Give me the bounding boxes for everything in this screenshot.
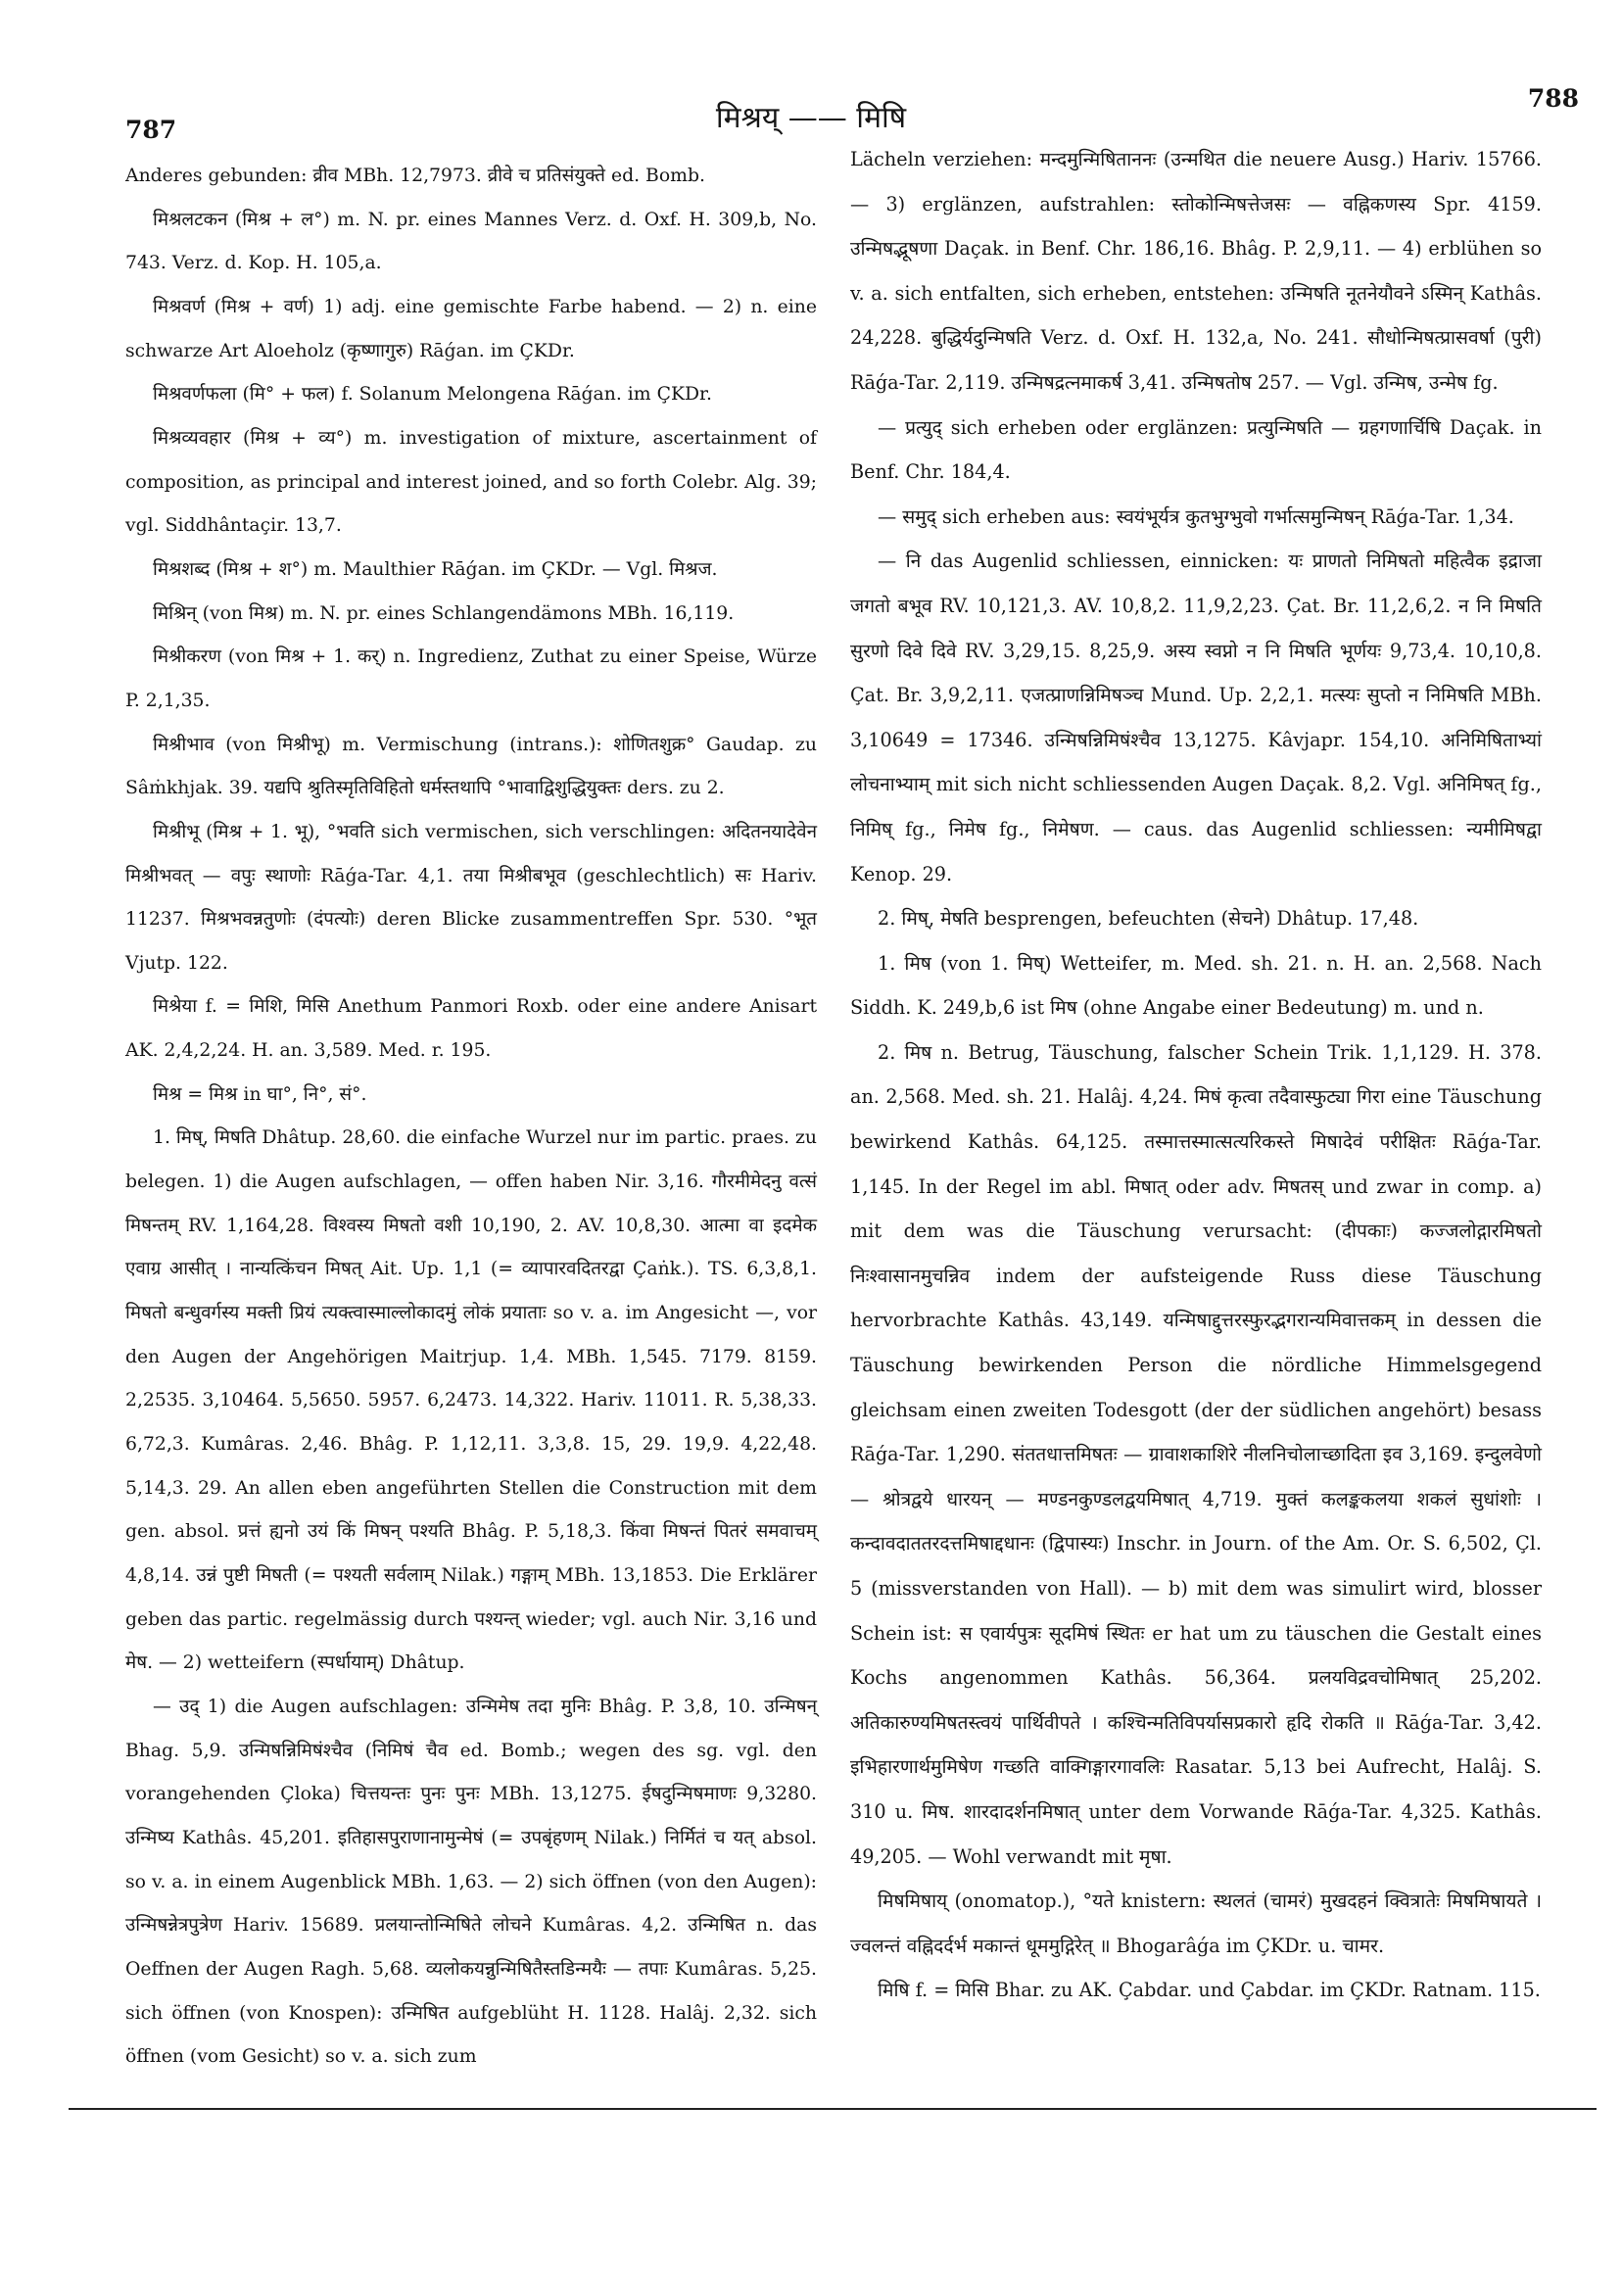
entry-paragraph: मिश्रवर्ण (मिश्र + वर्ण) 1) adj. eine gemischte Farbe habend. — 2) n. eine schwarze Art Aloeholz (कृष्णागुरु) Rāǵan. im ÇKDr.: [125, 296, 817, 361]
entry-paragraph: मिश्रिन् (von मिश्र) m. N. pr. eines Schlangendämons MBh. 16,119.: [153, 602, 735, 624]
page-number-left: 787: [125, 116, 177, 144]
entry-paragraph: Anderes gebunden: व्रीव MBh. 12,7973. व्रीवे च प्रतिसंयुक्ते ed. Bomb.: [125, 166, 705, 186]
bottom-rule: [69, 2108, 1597, 2110]
entry-paragraph: मिश्रलटकन (मिश्र + ल°) m. N. pr. eines Mannes Verz. d. Oxf. H. 309,b, No. 743. Verz. d. Kop. H. 105,a.: [125, 209, 817, 274]
running-head: मिश्रय् —— मिषि: [715, 101, 907, 135]
entry-paragraph: मिषि f. = मिसि Bhar. zu AK. Çabdar. und Çabdar. im ÇKDr. Ratnam. 115.: [878, 1979, 1541, 2002]
entry-paragraph: 2. मिष्, मेषति besprengen, befeuchten (सेचने) Dhâtup. 17,48.: [878, 907, 1419, 931]
entry-paragraph: मिश्रीभाव (von मिश्रीभू) m. Vermischung (intrans.): शोणितशुक्र° Gaudap. zu Sâṁkhjak. 39. यद्यपि श्रुतिस्मृतिविहितो धर्मस्तथापि °भावाद्विशुद्धियुक्तः ders. zu 2.: [125, 734, 817, 799]
right-column: [850, 137, 1542, 2013]
entry-paragraph: 2. मिष n. Betrug, Täuschung, falscher Schein Trik. 1,1,129. H. 378. an. 2,568. Med. sh. 21. Halâj. 4,24. मिषं कृत्वा तदैवास्फुट्या गिरा eine Täuschung bewirkend Kathâs. 64,125. तस्मात्तस्मात्सत्यरिकस्ते मिषादेवं परीक्षितः Rāǵa-Tar. 1,145. In der Regel im abl. मिषात् oder adv. मिषतस् und zwar in comp. a) mit dem was die Täuschung verursacht: (दीपकाः) कज्जलोद्गारमिषतो निःश्वासानमुचन्निव indem der aufsteigende Russ diese Täuschung hervorbrachte Kathâs. 43,149. यन्मिषाद्दुत्तरस्फुरद्भगरान्यमिवात्तकम् in dessen die Täuschung bewirkenden Person die nördliche Himmelsgegend gleichsam einen zweiten Todesgott (der der südlichen angehört) besass Rāǵa-Tar. 1,290. संततधात्तमिषतः — ग्रावाशकाशिरे नीलनिचोलाच्छादिता इव 3,169. इन्दुलवेणो — श्रोत्रद्वये धारयन् — मण्डनकुण्डलद्वयमिषात् 4,719. मुक्तं कलङ्ककलया शकलं सुधांशोः । कन्दावदाततरदत्तमिषाद्दधानः (द्विपास्यः) Inschr. in Journ. of the Am. Or. S. 6,502, Çl. 5 (missverstanden von Hall). — b) mit dem was simulirt wird, blosser Schein ist: स एवार्यपुत्रः सूदमिषं स्थितः er hat um zu täuschen die Gestalt eines Kochs angenommen Kathâs. 56,364. प्रलयविद्रवचोमिषात् 25,202. अतिकारुण्यमिषतस्त्वयं पार्थिवीपते । कश्चिन्मतिविपर्यासप्रकारो हृदि रोकति ॥ Rāǵa-Tar. 3,42. इभिहारणार्थमुमिषेण गच्छति वाक्गिङ्गारगावलिः Rasatar. 5,13 bei Aufrecht, Halâj. S. 310 u. मिष. शारदादर्शनमिषात् unter dem Vorwande Rāǵa-Tar. 4,325. Kathâs. 49,205. — Wohl verwandt mit मृषा.: [850, 1040, 1542, 1868]
page-number-right: 788: [1527, 84, 1579, 113]
entry-paragraph: — उद् 1) die Augen aufschlagen: उन्मिमेष तदा मुनिः Bhâg. P. 3,8, 10. उन्मिषन् Bhag. 5,9. उन्मिषन्निमिषंश्चैव (निमिषं चैव ed. Bomb.; wegen des sg. vgl. den vorangehenden Çloka) चित्तयन्तः पुनः पुनः MBh. 13,1275. ईषदुन्मिषमाणः 9,3280. उन्मिष्य Kathâs. 45,201. इतिहासपुराणानामुन्मेषं (= उपबृंहणम् Nilak.) निर्मितं च यत् absol. so v. a. in einem Augenblick MBh. 1,63. — 2) sich öffnen (von den Augen): उन्मिषन्नेत्रपुत्रेण Hariv. 15689. प्रलयान्तोन्मिषिते लोचने Kumâras. 4,2. उन्मिषित n. das Oeffnen der Augen Ragh. 5,68. व्यलोकयन्नुन्मिषितैस्तडिन्मयैः — तपाः Kumâras. 5,25. sich öffnen (von Knospen): उन्मिषित aufgeblüht H. 1128. Halâj. 2,32. sich öffnen (vom Gesicht) so v. a. sich zum: [125, 1696, 817, 2068]
entry-paragraph: मिश्रेया f. = मिशि, मिसि Anethum Panmori Roxb. oder eine andere Anisart AK. 2,4,2,24. H. an. 3,589. Med. r. 195.: [125, 996, 817, 1062]
entry-paragraph: मिषमिषाय् (onomatop.), °यते knistern: स्थलतं (चामरं) मुखदहनं क्वित्रातेः मिषमिषायते । ज्वलन्तं वह्निदर्दर्भ मकान्तं धूममुद्गिरेत् ॥ Bhogarâǵa im ÇKDr. u. चामर.: [850, 1889, 1542, 1957]
entry-paragraph: — प्रत्युद् sich erheben oder erglänzen: प्रत्युन्मिषति — ग्रहगणार्चिषि Daçak. in Benf. Chr. 184,4.: [850, 415, 1542, 484]
entry-paragraph: मिश्रव्यवहार (मिश्र + व्य°) m. investigation of mixture, ascertainment of composition, as principal and interest joined, and so forth Colebr. Alg. 39; vgl. Siddhântaçir. 13,7.: [125, 427, 817, 537]
entry-paragraph: मिश्र = मिश्र in घा°, नि°, सं°.: [153, 1083, 367, 1105]
entry-paragraph: — नि das Augenlid schliessen, einnicken: यः प्राणतो निमिषतो महित्वैक इद्राजा जगतो बभूव RV. 10,121,3. AV. 10,8,2. 11,9,2,23. Çat. Br. 11,2,6,2. न नि मिषति सुरणो दिवे दिवे RV. 3,29,15. 8,25,9. अस्य स्वप्नो न नि मिषति भूर्णयः 9,73,4. 10,10,8. Çat. Br. 3,9,2,11. एजत्प्राणन्निमिषञ्च Mund. Up. 2,2,1. मत्स्यः सुप्तो न निमिषति MBh. 3,10649 = 17346. उन्मिषन्निमिषंश्चैव 13,1275. Kâvjapr. 154,10. अनिमिषिताभ्यां लोचनाभ्याम् mit sich nicht schliessenden Augen Daçak. 8,2. Vgl. अनिमिषत् fg., निमिष् fg., निमेष fg., निमेषण. — caus. das Augenlid schliessen: न्यमीमिषद्वा Kenop. 29.: [850, 550, 1542, 885]
entry-paragraph: मिश्रीकरण (von मिश्र + 1. कर्) n. Ingredienz, Zuthat zu einer Speise, Würze P. 2,1,35.: [125, 646, 817, 711]
entry-paragraph: Lächeln verziehen: मन्दमुन्मिषिताननः (उन्मथित die neuere Ausg.) Hariv. 15766. — 3) erglänzen, aufstrahlen: स्तोकोन्मिषत्तेजसः — वह्निकणस्य Spr. 4159. उन्मिषद्भूषणा Daçak. in Benf. Chr. 186,16. Bhâg. P. 2,9,11. — 4) erblühen so v. a. sich entfalten, sich erheben, entstehen: उन्मिषति नूतनेयौवने ऽस्मिन् Kathâs. 24,228. बुद्धिर्यदुन्मिषति Verz. d. Oxf. H. 132,a, No. 241. सौधोन्मिषत्प्रासवर्षा (पुरी) Rāǵa-Tar. 2,119. उन्मिषद्रत्नमाकर्ष 3,41. उन्मिषतोष 257. — Vgl. उन्मिष, उन्मेष fg.: [850, 148, 1542, 394]
entry-paragraph: मिश्रवर्णफला (मि° + फल) f. Solanum Melongena Rāǵan. im ÇKDr.: [153, 384, 712, 406]
entry-paragraph: 1. मिष्, मिषति Dhâtup. 28,60. die einfache Wurzel nur im partic. praes. zu belegen. 1) die Augen aufschlagen, — offen haben Nir. 3,16. गौरमीमेदनु वत्सं मिषन्तम् RV. 1,164,28. विश्वस्य मिषतो वशी 10,190, 2. AV. 10,8,30. आत्मा वा इदमेक एवाग्र आसीत् । नान्यत्किंचन मिषत् Ait. Up. 1,1 (= व्यापारवदितरद्वा Çaṅk.). TS. 6,3,8,1. मिषतो बन्धुवर्गस्य मक्ती प्रियं त्यक्त्वास्माल्लोकादमुं लोकं प्रयाताः so v. a. im Angesicht —, vor den Augen der Angehörigen Maitrjup. 1,4. MBh. 1,545. 7179. 8159. 2,2535. 3,10464. 5,5650. 5957. 6,2473. 14,322. Hariv. 11011. R. 5,38,33. 6,72,3. Kumâras. 2,46. Bhâg. P. 1,12,11. 3,3,8. 15, 29. 19,9. 4,22,48. 5,14,3. 29. An allen eben angeführten Stellen die Construction mit dem gen. absol. प्रत्तं ह्यनो उयं किं मिषन् पश्यति Bhâg. P. 5,18,3. किंवा मिषन्तं पितरं समवाचम् 4,8,14. उन्नं पुष्टी मिषती (= पश्यती सर्वलाम् Nilak.) गङ्गाम् MBh. 13,1853. Die Erklärer geben das partic. regelmässig durch पश्यन्त् wieder; vgl. auch Nir. 3,16 und मेष. — 2) wetteifern (स्पर्धायाम्) Dhâtup.: [125, 1127, 817, 1674]
left-column: [125, 155, 817, 2080]
entry-paragraph: मिश्रीभू (मिश्र + 1. भू), °भवति sich vermischen, sich verschlingen: अदितनयादेवेन मिश्रीभवत् — वपुः स्थाणोः Rāǵa-Tar. 4,1. तया मिश्रीबभूव (geschlechtlich) सः Hariv. 11237. मिश्रभवन्नतुणोः (दंपत्योः) deren Blicke zusammentreffen Spr. 530. °भूत Vjutp. 122.: [125, 821, 817, 974]
entry-paragraph: — समुद् sich erheben aus: स्वयंभूर्यत्र कुतभुग्भुवो गर्भात्समुन्मिषन् Rāǵa-Tar. 1,34.: [878, 504, 1514, 528]
entry-paragraph: मिश्रशब्द (मिश्र + श°) m. Maulthier Rāǵan. im ÇKDr. — Vgl. मिश्रज.: [153, 558, 718, 580]
entry-paragraph: 1. मिष (von 1. मिष्) Wetteifer, m. Med. sh. 21. n. H. an. 2,568. Nach Siddh. K. 249,b,6 ist मिष (ohne Angabe einer Bedeutung) m. und n.: [850, 951, 1542, 1020]
